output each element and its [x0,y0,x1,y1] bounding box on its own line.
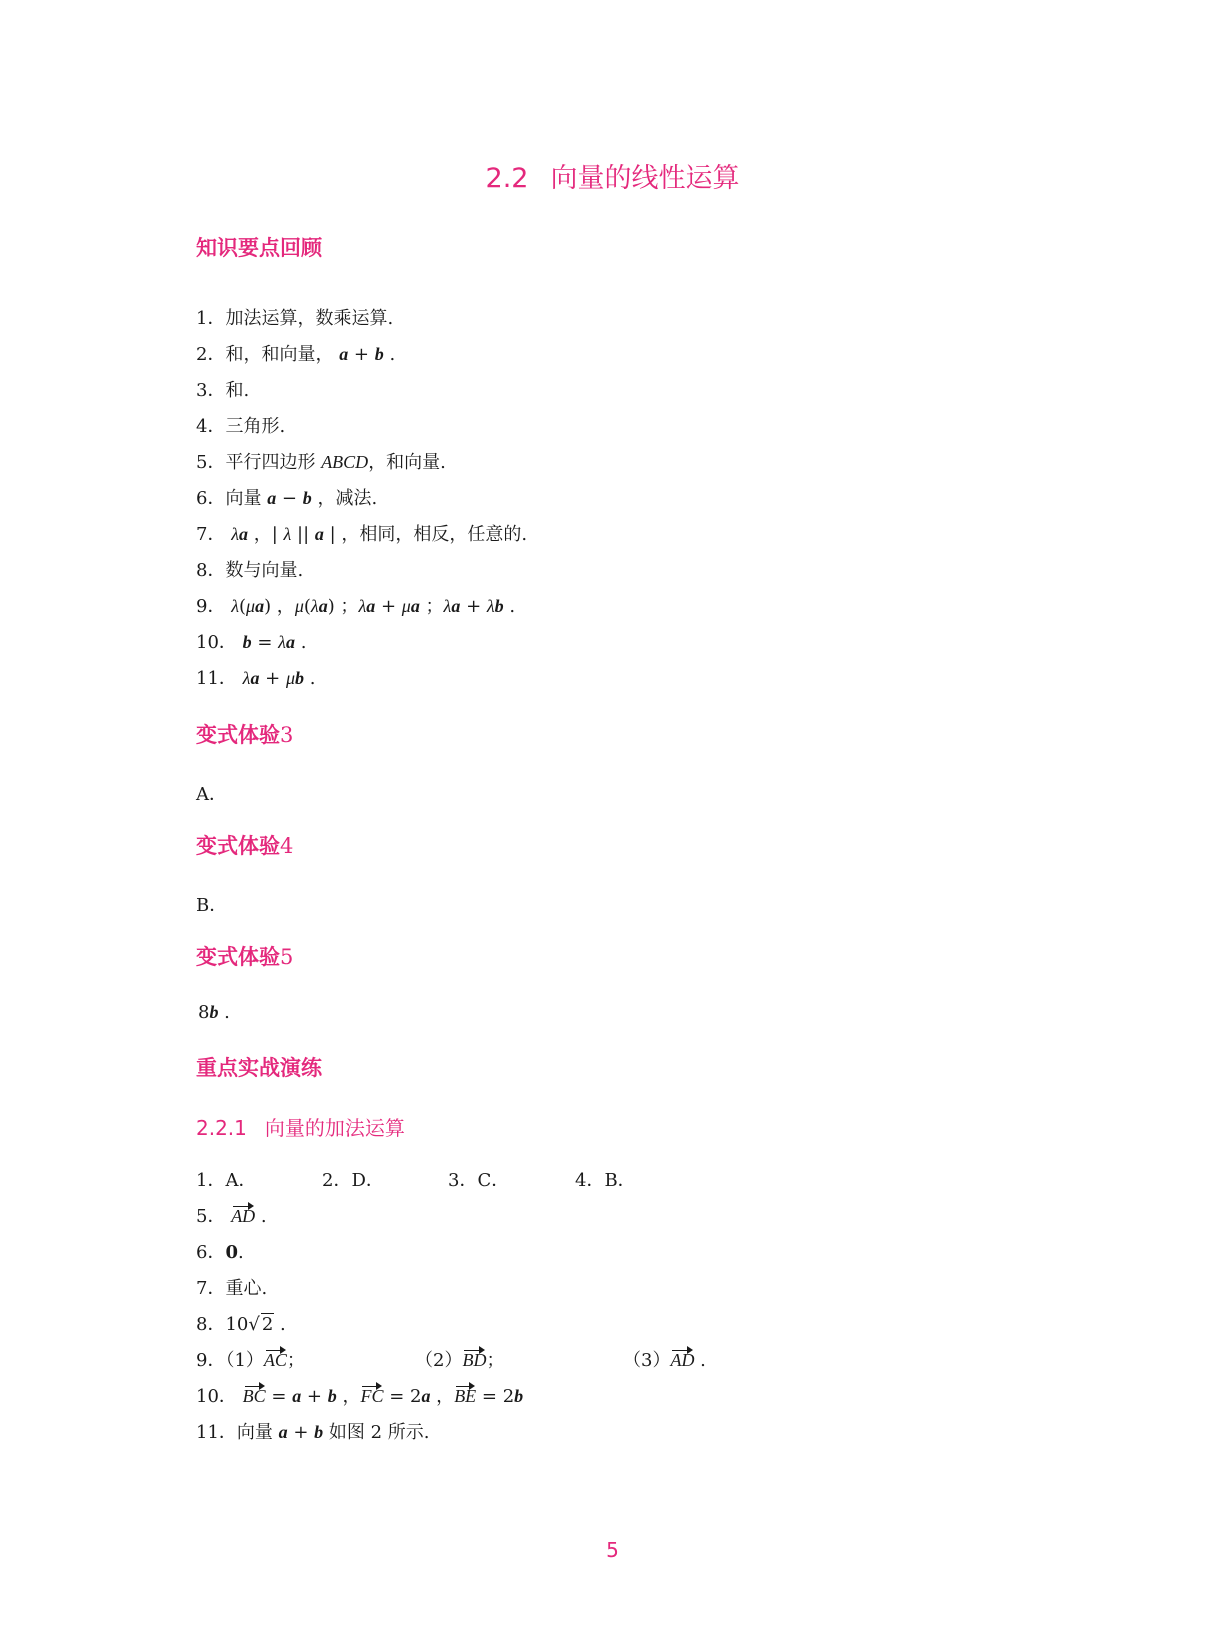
item-text: 重心. [225,1278,268,1299]
vector-be: BE [454,1386,477,1406]
item-text: 平行四边形 [225,452,322,473]
part-label: （3） [623,1350,671,1371]
answer-end: . [218,1002,230,1023]
item-text: ，相同，相反，任意的. [341,524,528,545]
section-heading-practice: 重点实战演练 [196,1055,322,1080]
section-heading-variant-3 [196,719,293,749]
heading-text: 变式体验 [196,833,280,858]
vector-ac: AC [263,1350,287,1370]
item-number: 5． [196,1206,226,1227]
variant-3-answer: A． [196,784,227,805]
practice-item-6: 6．0. [196,1242,244,1263]
practice-item-7 [196,1274,267,1300]
item-text: 数与向量. [225,560,304,581]
review-item-11 [196,664,315,690]
review-item-7 [196,520,527,546]
part-label: （2） [415,1350,463,1371]
practice-item-2: 2．D． [322,1170,384,1191]
subsection-number: 2.2.1 [196,1116,247,1140]
vector-bd: BD [462,1350,487,1370]
practice-item-9-part-3 [623,1346,706,1372]
formula: a + b [278,1422,324,1443]
review-item-9 [196,592,515,618]
vector-bc: BC [242,1386,266,1406]
page-title [0,156,1225,195]
subsection-text: 向量的加法运算 [264,1116,405,1140]
heading-text: 变式体验 [196,944,280,969]
review-item-4 [196,412,285,438]
formula: a + b . [339,344,396,365]
radicand: 2 [261,1314,274,1335]
item-number: 3． [196,380,226,401]
review-item-6 [196,484,377,510]
heading-text: 变式体验 [196,722,280,747]
review-item-1 [196,304,393,330]
part-end: . [694,1350,706,1371]
item-number: 2． [196,344,226,365]
formula: λa + μb . [242,668,316,689]
item-number: 6． [196,1242,226,1263]
title-number: 2.2 [485,163,529,194]
heading-number: 4 [280,834,294,858]
variant-5-answer [198,1002,230,1023]
vector-fc: FC [360,1386,384,1406]
vector-ad: AD [231,1206,256,1226]
item-number: 7． [196,524,226,545]
vector-ad: AD [670,1350,695,1370]
formula: b = λa . [242,632,307,653]
practice-item-9 [196,1346,305,1372]
practice-item-3: 3．C． [448,1170,510,1191]
item-number: 10． [196,1386,237,1407]
formula: λ(μa) ，μ(λa) ；λa + μa ；λa + λb . [231,596,516,617]
coefficient: 10 [225,1314,249,1335]
review-item-10 [196,628,306,654]
part-end: ； [486,1350,505,1371]
review-item-3 [196,376,249,402]
heading-number: 5 [280,945,294,969]
review-item-2 [196,340,395,366]
item-italic: ABCD [321,452,369,472]
item-number: 8． [196,560,226,581]
item-number: 5． [196,452,226,473]
practice-item-1: 1．A． [196,1170,257,1191]
item-number: 4． [196,416,226,437]
item-number: 9． [196,1350,226,1371]
item-number: 10． [196,632,237,653]
section-heading-variant-4 [196,830,293,860]
item-number: 11． [196,668,237,689]
practice-item-8: 8．10√ 2 . [196,1314,286,1335]
section-heading-variant-5 [196,941,293,971]
item-text: 和. [225,380,250,401]
practice-item-5: 5． AD . [196,1206,267,1227]
review-item-5 [196,448,446,474]
item-number: 9． [196,596,226,617]
heading-number: 3 [280,723,294,747]
item-number: 11． [196,1422,237,1443]
item-text: 向量 [225,488,268,509]
practice-item-11 [196,1418,430,1444]
variant-4-answer: B． [196,895,228,916]
zero-vector: 0 [225,1242,238,1263]
item-text: 向量 [236,1422,279,1443]
item-text: 和，和向量， [225,344,334,365]
item-number: 8． [196,1314,226,1335]
title-text: 向量的线性运算 [550,163,740,194]
item-text: 如图 2 所示. [323,1422,430,1443]
formula: a − b [267,488,312,509]
item-number: 7． [196,1278,226,1299]
part-end: ； [286,1350,305,1371]
practice-item-4: 4．B． [575,1170,636,1191]
item-number: 6． [196,488,226,509]
practice-item-10: 10． BC = a + b ，FC = 2a ，BE = 2b [196,1386,524,1407]
item-text: 三角形. [225,416,286,437]
part-label: （1） [225,1350,264,1371]
item-text: ，减法. [317,488,378,509]
item-text: 加法运算，数乘运算. [225,308,394,329]
page-number: 5 [606,1538,619,1562]
review-item-8 [196,556,303,582]
item-text: ，和向量. [368,452,446,473]
answer-number: 8 [198,1002,210,1023]
section-heading-review: 知识要点回顾 [196,235,322,260]
item-number: 1． [196,308,226,329]
practice-item-9-part-2 [415,1346,504,1372]
formula: λa ，| λ || a | [231,524,342,545]
subsection-heading [196,1112,405,1141]
answer-vector: b [209,1002,219,1022]
